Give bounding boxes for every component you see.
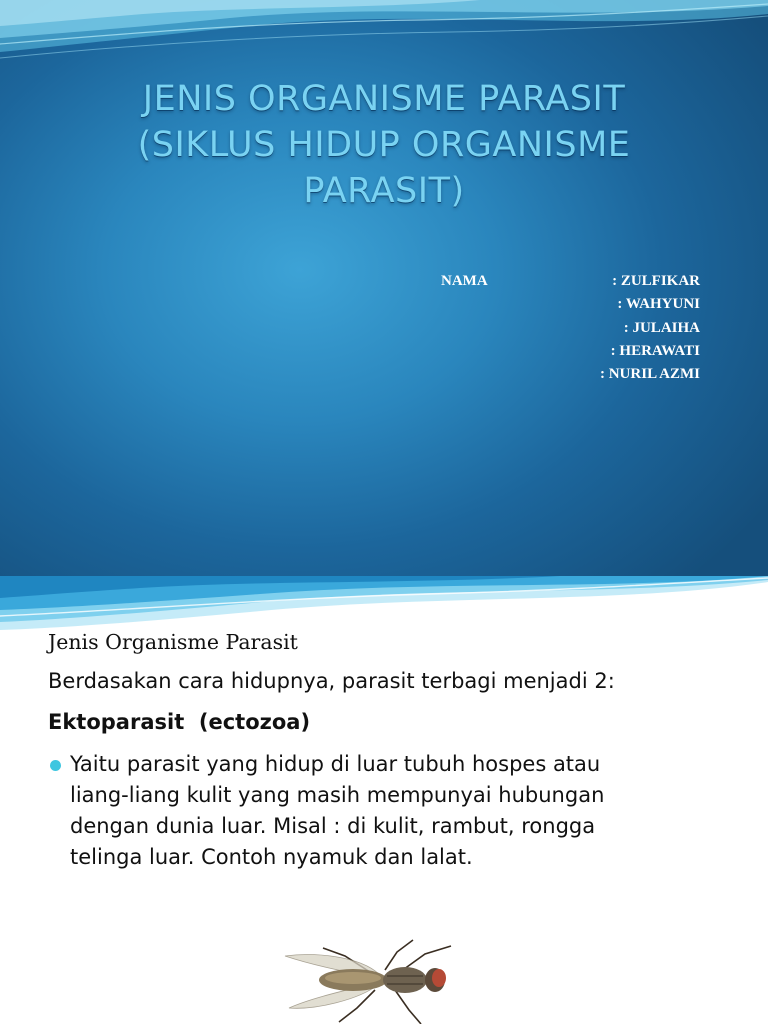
bullet-line: telinga luar. Contoh nyamuk dan lalat. [70,845,473,869]
bullet-line: Yaitu parasit yang hidup di luar tubuh hospes atau [70,752,601,776]
member-name: : WAHYUNI [617,296,700,312]
member-name: : JULAIHA [623,320,700,336]
nama-label: NAMA [441,273,488,289]
member-list [420,270,702,390]
bullet-icon [50,760,61,771]
title-line: JENIS ORGANISME PARASIT [142,79,626,119]
bullet-line: liang-liang kulit yang masih mempunyai hubungan [70,783,605,807]
content-slide [0,576,768,1024]
top-wave-decoration [0,576,768,636]
member-name: : NURIL AZMI [599,366,700,382]
bullet-line: dengan dunia luar. Misal : di kulit, rambut, rongga [70,814,596,838]
presentation-title [40,76,728,214]
subheading: Ektoparasit (ectozoa) [48,710,311,734]
housefly-icon [275,934,495,1024]
member-name: : HERAWATI [610,343,700,359]
slide-heading: Jenis Organisme Parasit [48,630,298,654]
title-line: PARASIT) [303,171,465,211]
intro-text: Berdasakan cara hidupnya, parasit terbagi menjadi 2: [48,669,615,693]
title-line: (SIKLUS HIDUP ORGANISME [137,125,631,165]
bullet-paragraph [70,749,710,873]
member-name: : ZULFIKAR [612,273,700,289]
